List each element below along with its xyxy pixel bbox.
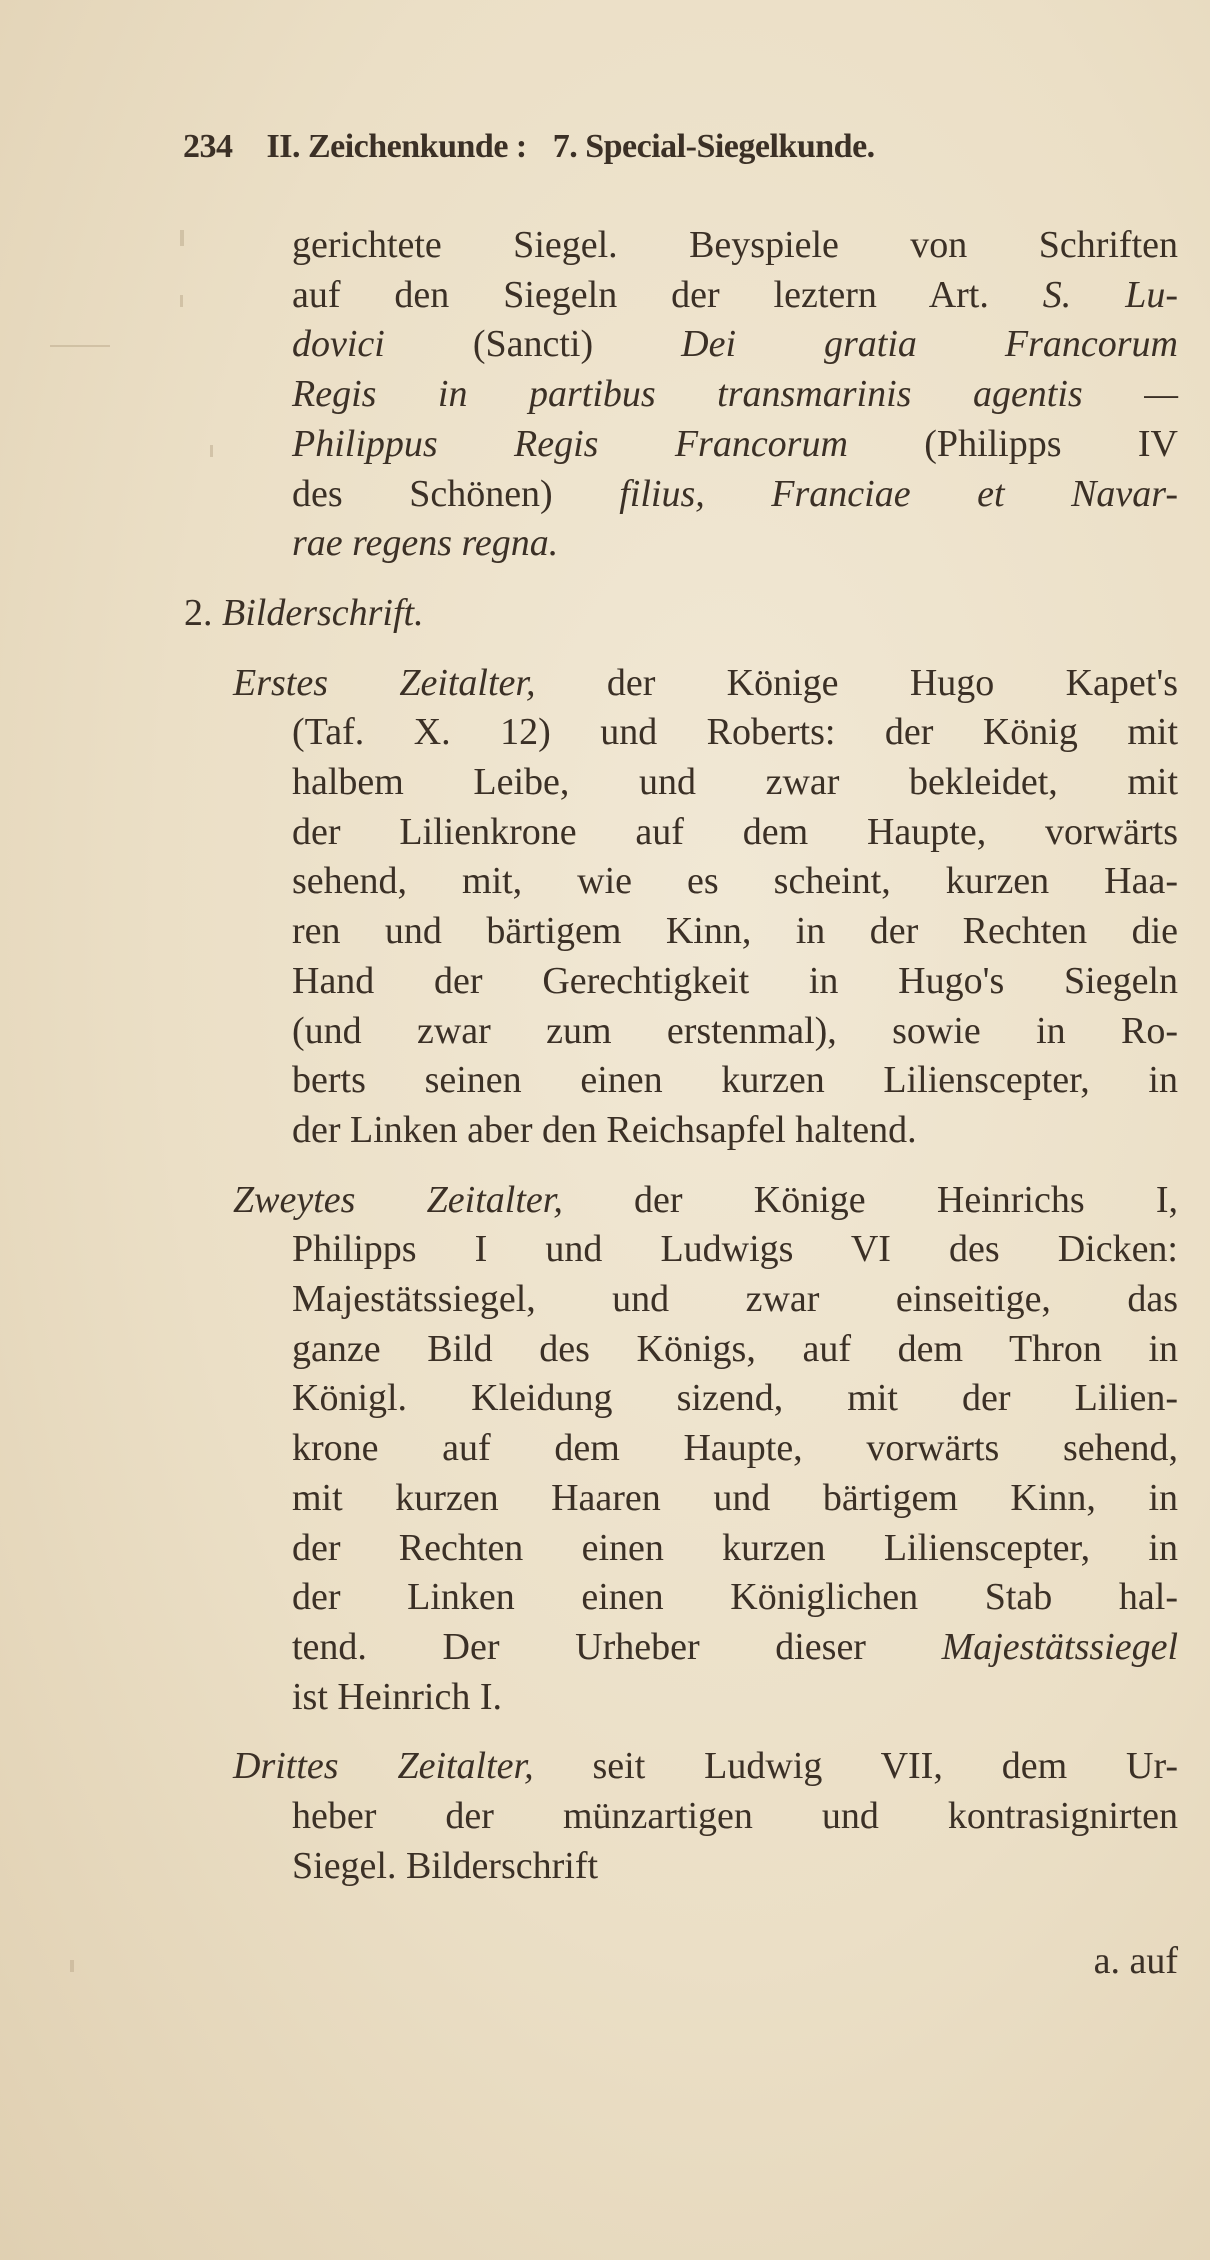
italic-text: filius, Franciae et Navar- (619, 472, 1178, 515)
text-line (292, 807, 1178, 857)
text: gerichtete Siegel. Beyspiele von Schriften (292, 224, 1178, 266)
text: mit kurzen Haaren und bärtigem Kinn, in (292, 1476, 1178, 1519)
text: berts seinen einen kurzen Lilienscepter, in (292, 1059, 1178, 1102)
text: auf den Siegeln der leztern Art. (292, 273, 1043, 316)
text-line (292, 1224, 1178, 1274)
italic-text: Dei gratia Francorum (681, 323, 1178, 366)
text-line (292, 1105, 1178, 1155)
text-line (292, 1373, 1178, 1423)
text: der Rechten einen kurzen Lilienscepter, in (292, 1526, 1178, 1569)
text-line (292, 1324, 1178, 1374)
italic-text: Zweytes Zeitalter, (233, 1178, 563, 1221)
text-line (292, 1841, 1178, 1891)
text: krone auf dem Haupte, vorwärts sehend, (292, 1427, 1178, 1470)
text: halbem Leibe, und zwar bekleidet, mit (292, 761, 1178, 803)
text: tend. Der Urheber dieser (292, 1625, 942, 1668)
text: (und zwar zum erstenmal), sowie in Ro- (292, 1009, 1178, 1052)
text: Majestätssiegel, und zwar einseitige, das (292, 1278, 1178, 1320)
text-line (292, 270, 1178, 320)
text: der Könige Heinrichs I, (562, 1178, 1178, 1221)
text: des Schönen) (292, 472, 620, 515)
running-header (183, 128, 875, 166)
text-line (292, 1055, 1178, 1105)
italic-text: rae regens regna. (292, 522, 559, 565)
text-line (233, 1741, 1178, 1791)
subsection-title: 7. Special-Siegelkunde. (552, 128, 875, 165)
text-line (292, 1572, 1178, 1622)
text: der Könige Hugo Kapet's (535, 661, 1178, 704)
italic-text: Bilderschrift. (222, 591, 424, 634)
text: ist Heinrich I. (292, 1675, 503, 1718)
catchword: a. auf (1093, 1940, 1178, 1982)
section-title: II. Zeichenkunde : (266, 128, 527, 165)
text-line (292, 1672, 1178, 1722)
text-line (292, 757, 1178, 807)
text-line (292, 1473, 1178, 1523)
text-line (292, 856, 1178, 906)
italic-text: S. Lu- (1042, 273, 1178, 316)
text-line (292, 1791, 1178, 1841)
text: ren und bärtigem Kinn, in der Rechten die (292, 910, 1178, 953)
text-line (184, 588, 1178, 638)
text-line (292, 1622, 1178, 1672)
text-line (292, 220, 1178, 270)
text-line (233, 1175, 1178, 1225)
text: seit Ludwig VII, dem Ur- (533, 1745, 1178, 1788)
text-line (233, 658, 1178, 708)
text-line (292, 1523, 1178, 1573)
text: (Sancti) (384, 323, 682, 366)
text: Siegel. Bilderschrift (292, 1844, 599, 1887)
text-line (292, 518, 1178, 568)
text-line (292, 1423, 1178, 1473)
text: Königl. Kleidung sizend, mit der Lilien- (292, 1377, 1178, 1420)
text-line (292, 1274, 1178, 1324)
text: 2. (184, 591, 222, 634)
text: Hand der Gerechtigkeit in Hugo's Siegeln (292, 959, 1178, 1002)
page-margin-specks (20, 0, 180, 2260)
italic-text: Erstes Zeitalter, (233, 661, 536, 704)
text-line (292, 1006, 1178, 1056)
text-line (292, 419, 1178, 469)
text-line (292, 707, 1178, 757)
text: ganze Bild des Königs, auf dem Thron in (292, 1327, 1178, 1370)
text-line (292, 319, 1178, 369)
text: der Lilienkrone auf dem Haupte, vorwärts (292, 810, 1178, 853)
italic-text: dovici (292, 323, 385, 366)
italic-text: Drittes Zeitalter, (233, 1745, 534, 1788)
text-line (292, 469, 1178, 519)
italic-text: Philippus Regis Francorum (292, 422, 848, 465)
text-line (292, 369, 1178, 419)
text: (Taf. X. 12) und Roberts: der König mit (292, 711, 1178, 754)
text: der Linken einen Königlichen Stab hal- (292, 1576, 1178, 1619)
text: der Linken aber den Reichsapfel haltend. (292, 1108, 917, 1151)
text-line (292, 956, 1178, 1006)
text: Philipps I und Ludwigs VI des Dicken: (292, 1228, 1178, 1271)
text-line (292, 906, 1178, 956)
italic-text: Majestätssiegel (941, 1625, 1178, 1668)
italic-text: Regis in partibus transmarinis agentis — (292, 373, 1178, 416)
page-number: 234 (183, 128, 233, 165)
text: (Philipps IV (847, 422, 1178, 465)
text: heber der münzartigen und kontrasignirten (292, 1795, 1178, 1837)
text: sehend, mit, wie es scheint, kurzen Haa- (292, 860, 1178, 903)
